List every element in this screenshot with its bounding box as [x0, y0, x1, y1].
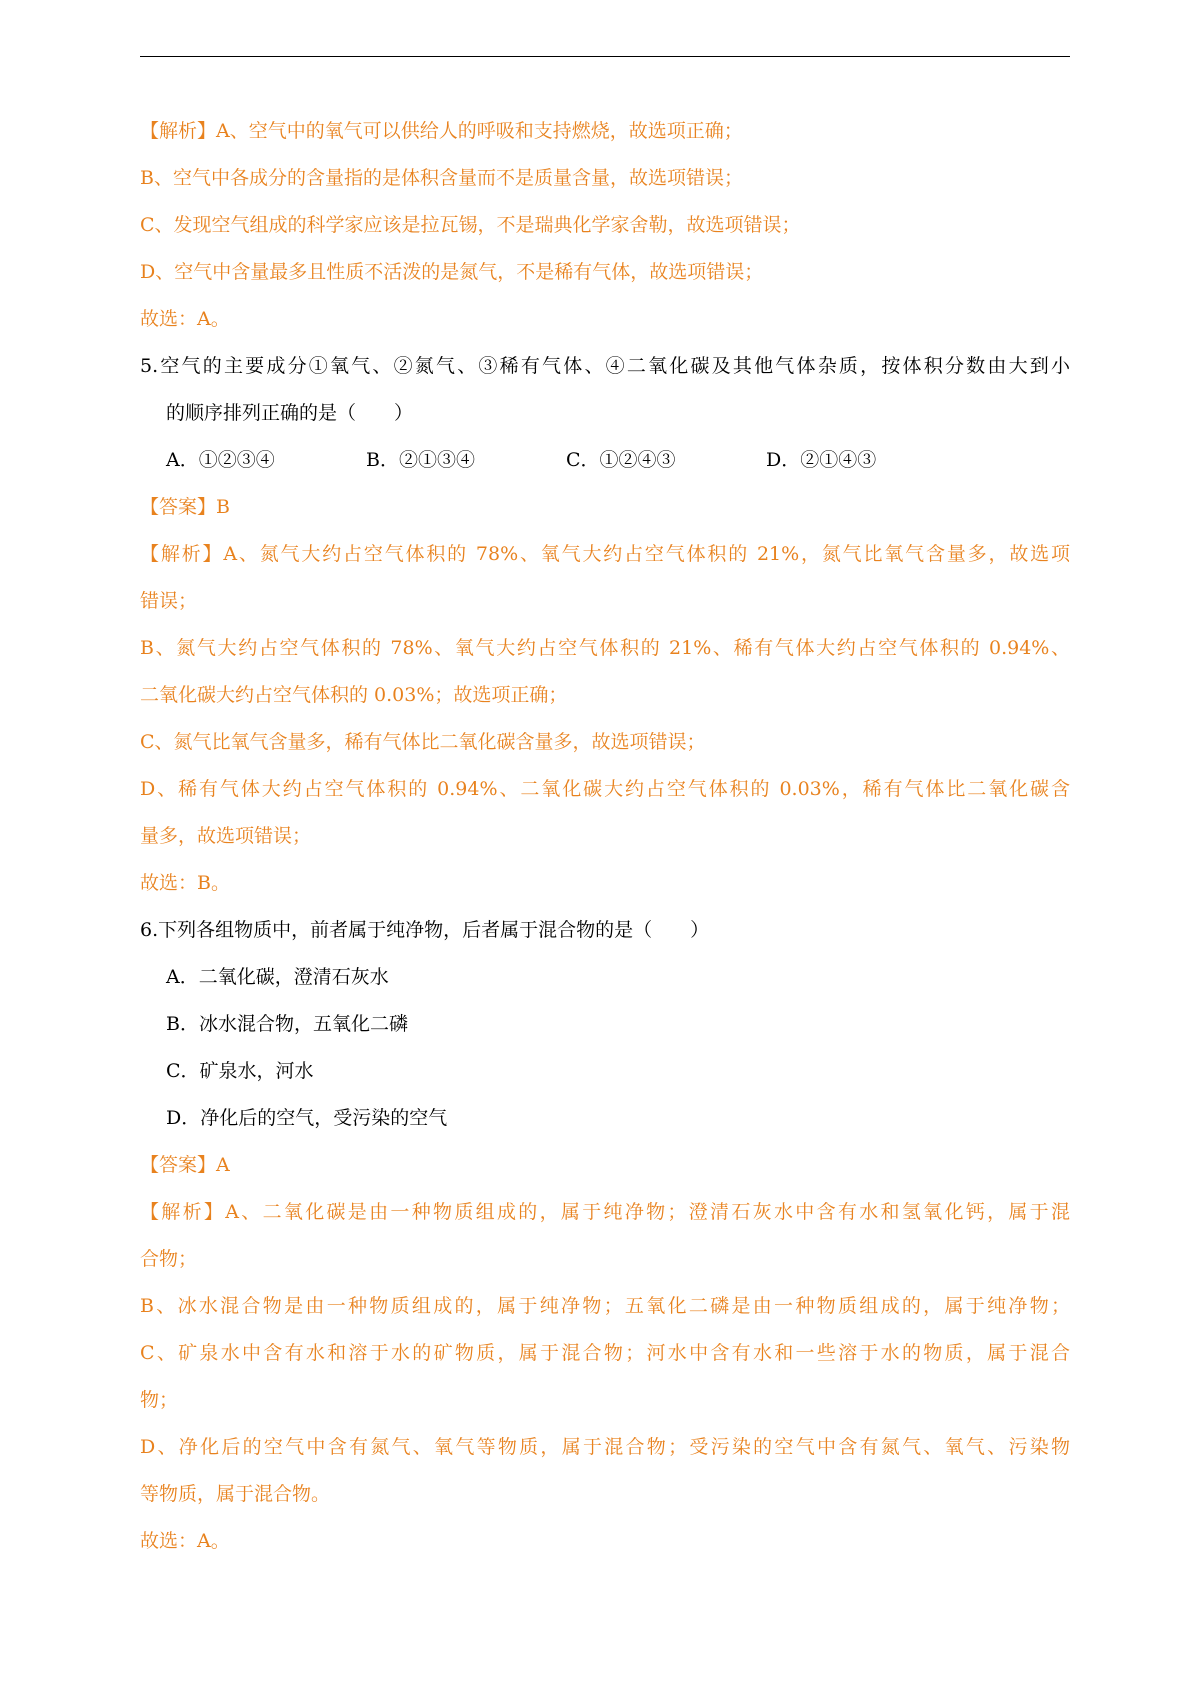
q5-analysis-line-3: B、氮气大约占空气体积的 78%、氧气大约占空气体积的 21%、稀有气体大约占空气体积的 0.94%、	[140, 637, 1070, 659]
q6-analysis-line-7: 等物质，属于混合物。	[140, 1483, 331, 1505]
q6-option-c: C．矿泉水，河水	[166, 1060, 314, 1082]
q6-analysis-line-6: D、净化后的空气中含有氮气、氧气等物质，属于混合物；受污染的空气中含有氮气、氧气、污染物	[140, 1436, 1070, 1458]
q6-analysis-line-4: C、矿泉水中含有水和溶于水的矿物质，属于混合物；河水中含有水和一些溶于水的物质，属于混合	[140, 1342, 1070, 1364]
q5-analysis-line-1: 【解析】A、氮气大约占空气体积的 78%、氧气大约占空气体积的 21%，氮气比氧气含量多，故选项	[140, 543, 1070, 565]
q6-option-a: A．二氧化碳，澄清石灰水	[166, 966, 389, 988]
q4-analysis-line-1: 【解析】A、空气中的氧气可以供给人的呼吸和支持燃烧，故选项正确；	[140, 120, 743, 142]
q4-analysis-line-4: D、空气中含量最多且性质不活泼的是氮气，不是稀有气体，故选项错误；	[140, 261, 764, 283]
q5-analysis-line-4: 二氧化碳大约占空气体积的 0.03%；故选项正确；	[140, 684, 568, 706]
q5-analysis-line-5: C、氮气比氧气含量多，稀有气体比二氧化碳含量多，故选项错误；	[140, 731, 706, 753]
q5-conclusion: 故选：B。	[140, 872, 230, 894]
q5-analysis-line-7: 量多，故选项错误；	[140, 825, 312, 847]
q6-analysis-line-5: 物；	[140, 1389, 179, 1411]
q5-answer: 【答案】B	[140, 496, 230, 518]
q5-option-a: A．①②③④	[166, 449, 275, 471]
q6-option-d: D．净化后的空气，受污染的空气	[166, 1107, 448, 1129]
q4-analysis-line-2: B、空气中各成分的含量指的是体积含量而不是质量含量，故选项错误；	[140, 167, 743, 189]
q6-conclusion: 故选：A。	[140, 1530, 230, 1552]
q5-option-d: D．②①④③	[766, 449, 877, 471]
q6-stem: 6.下列各组物质中，前者属于纯净物，后者属于混合物的是（ ）	[140, 919, 710, 941]
header-rule	[140, 56, 1070, 57]
q5-option-c: C．①②④③	[566, 449, 676, 471]
q5-analysis-line-6: D、稀有气体大约占空气体积的 0.94%、二氧化碳大约占空气体积的 0.03%，稀有气体比二氧化碳含	[140, 778, 1070, 800]
q5-option-b: B．②①③④	[366, 449, 475, 471]
q6-analysis-line-3: B、冰水混合物是由一种物质组成的，属于纯净物；五氧化二磷是由一种物质组成的，属于纯净物；	[140, 1295, 1070, 1317]
q6-analysis-line-1: 【解析】A、二氧化碳是由一种物质组成的，属于纯净物；澄清石灰水中含有水和氢氧化钙，属于混	[140, 1201, 1070, 1223]
q5-stem-line-1: 5.空气的主要成分①氧气、②氮气、③稀有气体、④二氧化碳及其他气体杂质，按体积分数由大到小	[140, 355, 1070, 377]
q5-options	[166, 446, 1070, 474]
q5-stem-line-2: 的顺序排列正确的是（ ）	[166, 402, 414, 424]
q6-option-b: B．冰水混合物，五氧化二磷	[166, 1013, 408, 1035]
q6-analysis-line-2: 合物；	[140, 1248, 198, 1270]
q6-answer: 【答案】A	[140, 1154, 230, 1176]
q5-analysis-line-2: 错误；	[140, 590, 198, 612]
q4-analysis-line-3: C、发现空气组成的科学家应该是拉瓦锡，不是瑞典化学家舍勒，故选项错误；	[140, 214, 801, 236]
q4-conclusion: 故选：A。	[140, 308, 230, 330]
